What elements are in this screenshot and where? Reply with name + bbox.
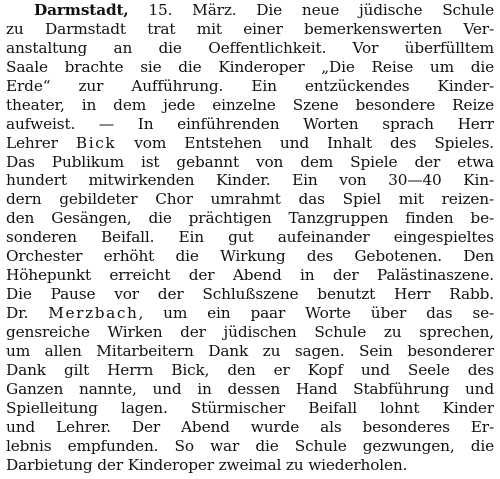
article-line: sonderen Beifall. Ein gut aufeinander eingespieltes — [6, 228, 494, 247]
dateline-city: Darmstadt, — [34, 1, 129, 19]
article-line: anstaltung an die Oeffentlichkeit. Vor überfülltem — [6, 38, 494, 57]
article-line: gensreiche Wirken der jüdischen Schule zu sprechen, — [6, 322, 494, 341]
article-line: Saale brachte sie die Kinderoper „Die Reise um die — [6, 57, 494, 76]
article-line: Ganzen nannte, und in dessen Hand Stabführung und — [6, 379, 494, 398]
line-text: Lehrer — [6, 133, 76, 152]
article-line — [6, 134, 494, 153]
article-line: Orchester erhöht die Wirkung des Gebotenen. Den — [6, 247, 494, 266]
article-line: Dank gilt Herrn Bick, den er Kopf und Seele des — [6, 360, 494, 379]
line-text: vom Entstehen und Inhalt des Spieles. — [116, 133, 494, 152]
article-line: hundert mitwirkenden Kinder. Ein von 30—40 Kin- — [6, 171, 494, 190]
article-line: Das Publikum ist gebannt von dem Spiele der etwa — [6, 152, 494, 171]
article-line: um allen Mitarbeitern Dank zu sagen. Sein besonderer — [6, 341, 494, 360]
article-line: lebnis empfunden. So war die Schule gezwungen, die — [6, 436, 494, 455]
article-line: Erde“ zur Aufführung. Ein entzückendes Kinder- — [6, 76, 494, 95]
article-line: Höhepunkt erreicht der Abend in der Palästinaszene. — [6, 266, 494, 285]
person-name: Merzbach — [48, 304, 139, 322]
line-text: 15. März. Die neue jüdische Schule — [128, 1, 494, 19]
line-text: Dr. — [6, 304, 49, 322]
line-text: , um ein paar Worte über das se- — [138, 304, 494, 322]
person-name: Bick — [75, 133, 117, 152]
article-line: Die Pause vor der Schlußszene benutzt Herr Rabb. — [6, 285, 494, 304]
article-line: den Gesängen, die prächtigen Tanzgruppen finden be- — [6, 209, 494, 228]
article-line: zu Darmstadt trat mit einer bemerkenswerten Ver- — [6, 19, 494, 38]
article-line — [6, 304, 494, 323]
article-line: dern gebildeter Chor umrahmt das Spiel mit reizen- — [6, 190, 494, 209]
article-line: Darbietung der Kinderoper zweimal zu wiederholen. — [6, 455, 408, 474]
article-line: theater, in dem jede einzelne Szene besondere Reize — [6, 95, 494, 114]
article-line: Spielleitung lagen. Stürmischer Beifall lohnt Kinder — [6, 398, 494, 417]
article-line — [6, 1, 494, 20]
article-line: und Lehrer. Der Abend wurde als besonderes Er- — [6, 417, 494, 436]
article-line: aufweist. — In einführenden Worten sprach Herr — [6, 114, 494, 133]
